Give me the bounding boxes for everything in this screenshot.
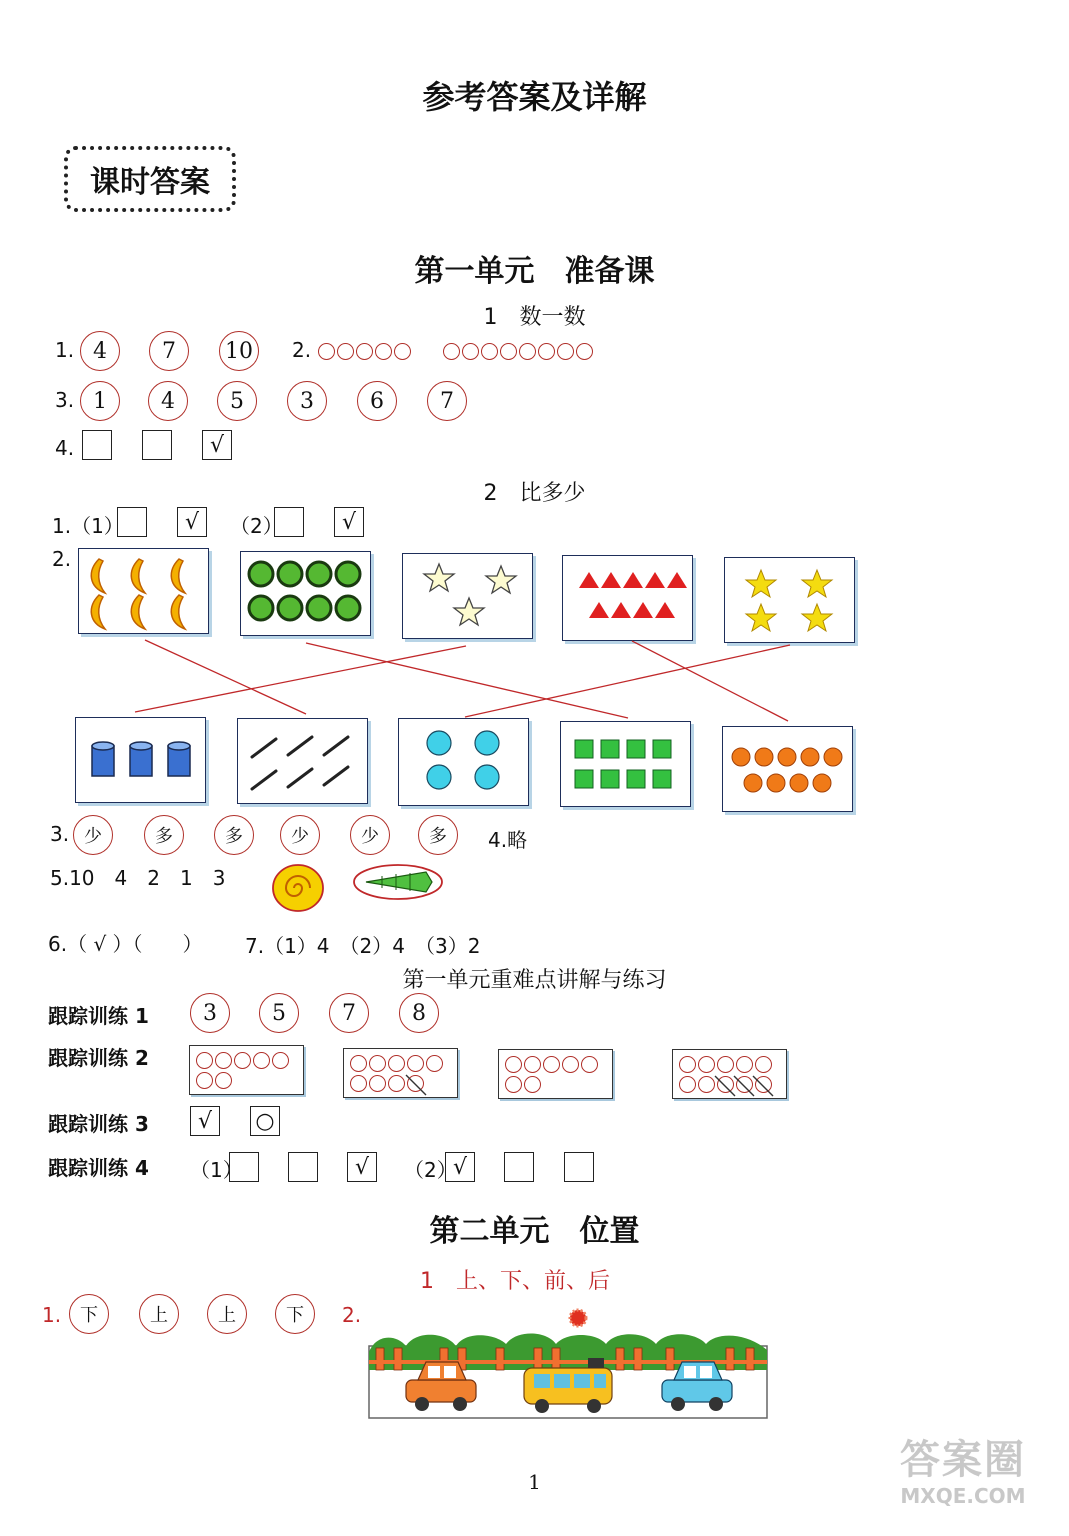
answer-box xyxy=(229,1152,259,1182)
answer-circle: 1 xyxy=(80,381,120,421)
q1-label: 1. xyxy=(55,338,75,362)
answer-box xyxy=(564,1152,594,1182)
l2-q1-label2: （2） xyxy=(230,514,283,538)
answer-circle: 10 xyxy=(219,331,259,371)
answer-box xyxy=(504,1152,534,1182)
orange-dot-icons xyxy=(723,727,851,811)
answer-box: √ xyxy=(190,1106,220,1136)
spoons-picture xyxy=(237,718,368,804)
answer-box: √ xyxy=(177,507,207,537)
t4-label: 跟踪训练 4 xyxy=(48,1156,149,1180)
unit2-title: 第二单元 位置 xyxy=(429,1214,640,1249)
answer-circle: 下 xyxy=(69,1294,109,1334)
t3-label: 跟踪训练 3 xyxy=(48,1112,149,1136)
t4-label-b: （2） xyxy=(404,1158,457,1182)
answer-circle: 4 xyxy=(80,331,120,371)
answer-circle: 7 xyxy=(329,993,369,1033)
page-title: 参考答案及详解 xyxy=(422,78,647,116)
answer-circle: 少 xyxy=(280,815,320,855)
l2-q1-label: 1.（1） xyxy=(52,514,124,538)
answer-circle: 少 xyxy=(73,815,113,855)
section-badge: 课时答案 xyxy=(64,146,236,212)
l2-q2-label: 2. xyxy=(52,547,72,571)
t2-label: 跟踪训练 2 xyxy=(48,1046,149,1070)
l2-q3-label: 3. xyxy=(50,822,70,846)
l2-q5: 5.10 4 2 1 3 xyxy=(50,866,226,890)
answer-circle: 4 xyxy=(148,381,188,421)
answer-circle: 下 xyxy=(275,1294,315,1334)
lesson1-title: 1 数一数 xyxy=(483,305,586,330)
l2-q4: 4.略 xyxy=(488,828,528,852)
answer-circle: 上 xyxy=(207,1294,247,1334)
circle-group-box xyxy=(498,1049,613,1099)
answer-box: √ xyxy=(202,430,232,460)
answer-circle: 3 xyxy=(190,993,230,1033)
review-title: 第一单元重难点讲解与练习 xyxy=(402,968,667,993)
l2-q6: 6.（ √ ）（ ） xyxy=(48,932,203,956)
spoon-icons xyxy=(238,719,366,803)
answer-circle: 6 xyxy=(357,381,397,421)
answer-circle: 多 xyxy=(214,815,254,855)
cars-scene-picture xyxy=(366,1300,770,1422)
watermark-logo: 答案圈 MXQE.COM xyxy=(900,1437,1026,1508)
lesson2-title: 2 比多少 xyxy=(483,481,586,506)
circle-group-box xyxy=(189,1045,304,1095)
blue-dots-picture xyxy=(398,718,529,806)
answer-circle: 3 xyxy=(287,381,327,421)
l2-q7: 7.（1）4 （2）4 （3）2 xyxy=(245,934,481,958)
answer-circle: 7 xyxy=(149,331,189,371)
answer-circle: 多 xyxy=(418,815,458,855)
matching-lines xyxy=(0,0,1069,730)
t1-label: 跟踪训练 1 xyxy=(48,1004,149,1028)
blue-dot-icons xyxy=(399,719,527,805)
green-square-icons xyxy=(561,722,689,806)
answer-box: √ xyxy=(445,1152,475,1182)
answer-circle: 5 xyxy=(217,381,257,421)
q4-label: 4. xyxy=(55,436,75,460)
answer-circle: 8 xyxy=(399,993,439,1033)
cups-picture xyxy=(75,717,206,803)
sun-icon xyxy=(570,1310,586,1326)
answer-box: √ xyxy=(334,507,364,537)
circle-group-box xyxy=(343,1048,458,1098)
answer-box xyxy=(288,1152,318,1182)
unit2-lesson1-title: 1 上、下、前、后 xyxy=(420,1269,610,1294)
answer-circle: 少 xyxy=(350,815,390,855)
answer-circle: 上 xyxy=(139,1294,179,1334)
conch-shell-icon xyxy=(352,862,444,902)
u2-q1-label: 1. xyxy=(42,1303,62,1327)
u2-q2-label: 2. xyxy=(342,1303,362,1327)
orange-dots-picture xyxy=(722,726,853,812)
answer-box: √ xyxy=(347,1152,377,1182)
answer-box: ○ xyxy=(250,1106,280,1136)
answer-circle: 7 xyxy=(427,381,467,421)
snail-shell-icon xyxy=(270,862,326,914)
page-number: 1 xyxy=(528,1470,541,1494)
circle-group-box xyxy=(672,1049,787,1099)
t4-label-a: （1） xyxy=(190,1158,243,1182)
cup-icons xyxy=(76,718,204,802)
q3-label: 3. xyxy=(55,388,75,412)
q2-label: 2. xyxy=(292,338,312,362)
answer-circle: 5 xyxy=(259,993,299,1033)
answer-circle: 多 xyxy=(144,815,184,855)
green-squares-picture xyxy=(560,721,691,807)
unit1-title: 第一单元 准备课 xyxy=(414,254,655,289)
